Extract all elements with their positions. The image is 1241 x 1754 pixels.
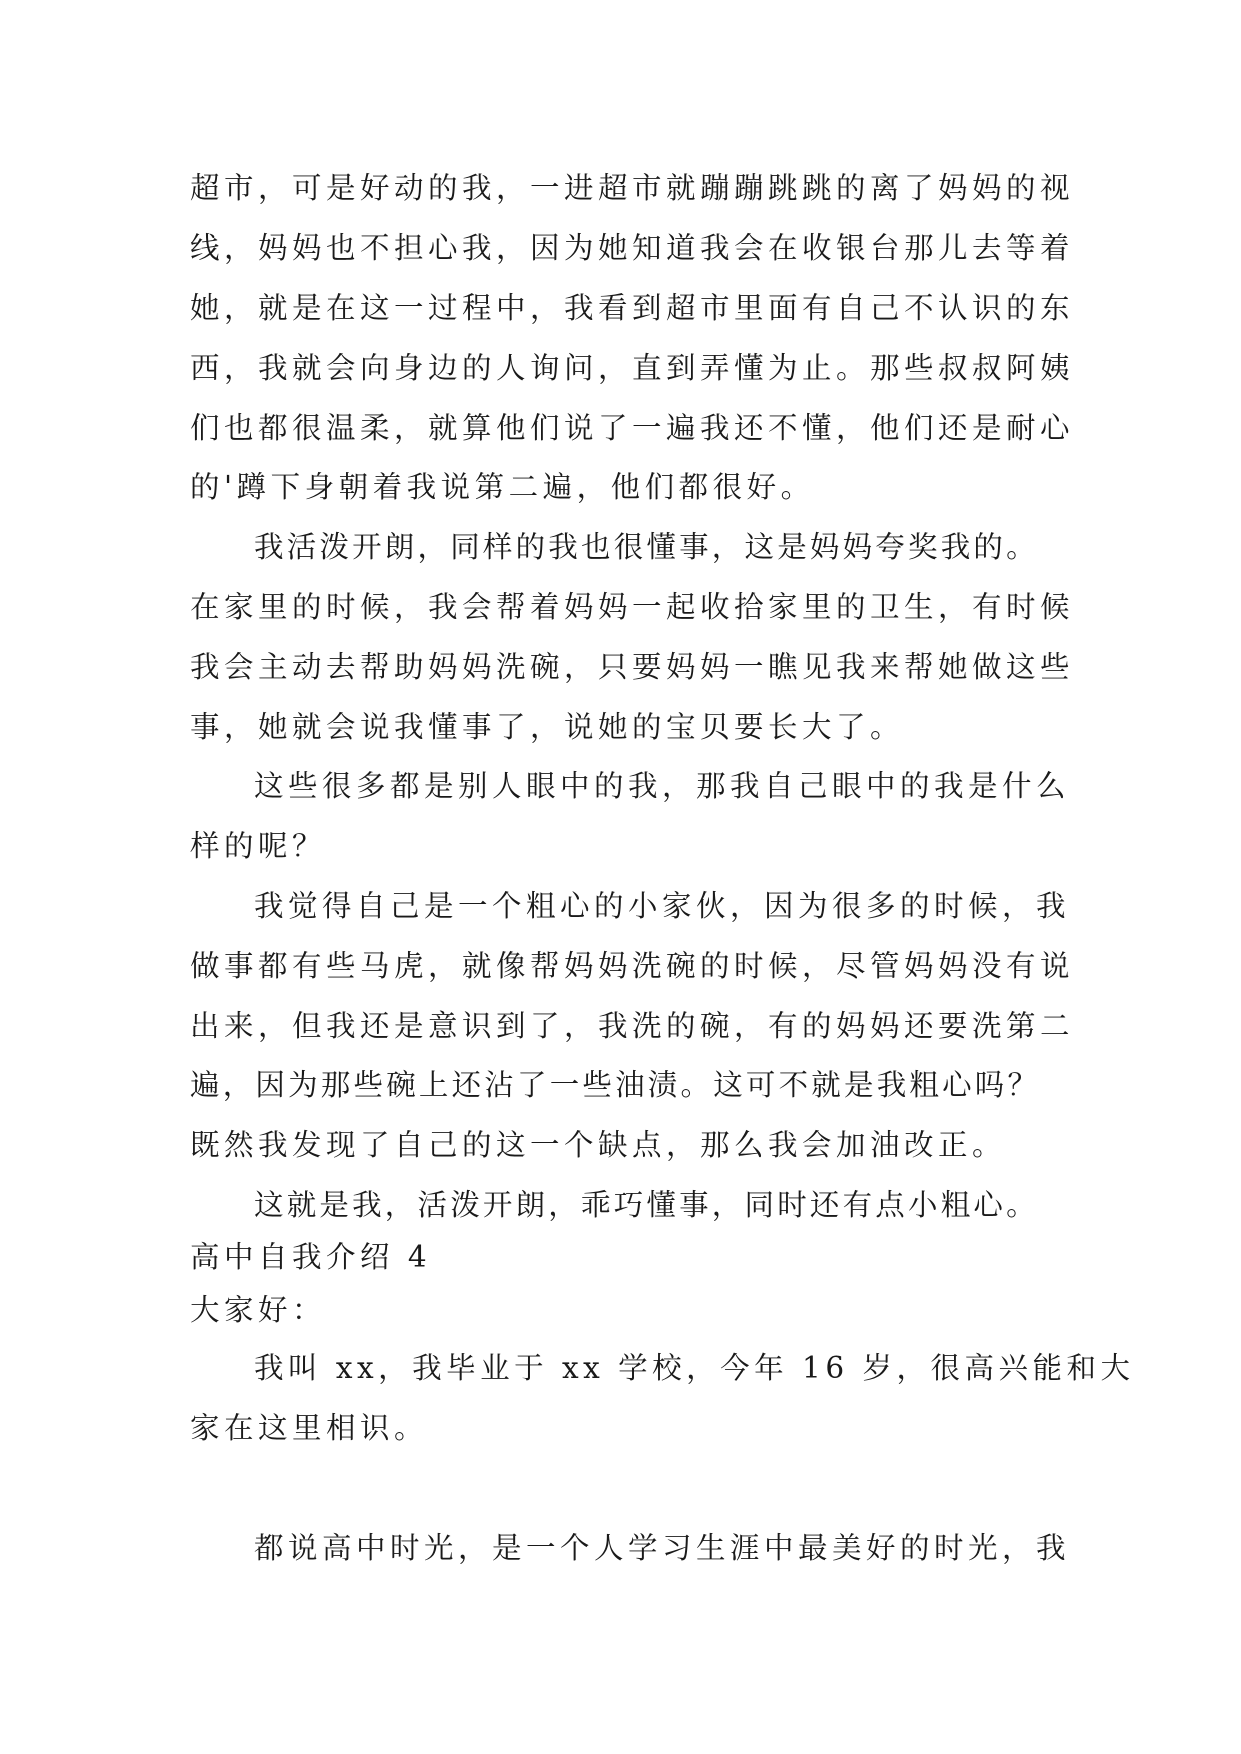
paragraph-line: 我叫 xx，我毕业于 xx 学校，今年 16 岁，很高兴能和大 <box>254 1351 1135 1385</box>
paragraph-line: 我会主动去帮助妈妈洗碗，只要妈妈一瞧见我来帮她做这些 <box>190 650 1075 684</box>
paragraph-line: 我活泼开朗，同样的我也很懂事，这是妈妈夸奖我的。 <box>254 530 1039 564</box>
paragraph-line: 都说高中时光，是一个人学习生涯中最美好的时光，我 <box>254 1531 1071 1565</box>
paragraph-line: 们也都很温柔，就算他们说了一遍我还不懂，他们还是耐心 <box>190 411 1075 445</box>
paragraph-line: 样的呢？ <box>190 829 327 863</box>
paragraph-line: 线，妈妈也不担心我，因为她知道我会在收银台那儿去等着 <box>190 231 1075 265</box>
paragraph-line: 超市，可是好动的我，一进超市就蹦蹦跳跳的离了妈妈的视 <box>190 171 1075 205</box>
paragraph-line: 既然我发现了自己的这一个缺点，那么我会加油改正。 <box>190 1128 1007 1162</box>
paragraph-line: 家在这里相识。 <box>190 1411 429 1445</box>
paragraph-line: 出来，但我还是意识到了，我洗的碗，有的妈妈还要洗第二 <box>190 1009 1075 1043</box>
paragraph-line: 我觉得自己是一个粗心的小家伙，因为很多的时候，我 <box>254 889 1071 923</box>
paragraph-line: 这些很多都是别人眼中的我，那我自己眼中的我是什么 <box>254 769 1071 803</box>
paragraph-line: 做事都有些马虎，就像帮妈妈洗碗的时候，尽管妈妈没有说 <box>190 949 1075 983</box>
paragraph-line: 在家里的时候，我会帮着妈妈一起收拾家里的卫生，有时候 <box>190 590 1075 624</box>
paragraph-line: 的'蹲下身朝着我说第二遍，他们都很好。 <box>190 470 815 504</box>
paragraph-line: 她，就是在这一过程中，我看到超市里面有自己不认识的东 <box>190 291 1075 325</box>
paragraph-line: 遍，因为那些碗上还沾了一些油渍。这可不就是我粗心吗？ <box>190 1068 1041 1102</box>
paragraph-line: 西，我就会向身边的人询问，直到弄懂为止。那些叔叔阿姨 <box>190 351 1075 385</box>
paragraph-line: 事，她就会说我懂事了，说她的宝贝要长大了。 <box>190 710 905 744</box>
paragraph-line: 这就是我，活泼开朗，乖巧懂事，同时还有点小粗心。 <box>254 1188 1039 1222</box>
greeting-line: 大家好： <box>190 1293 327 1327</box>
section-heading: 高中自我介绍 4 <box>190 1240 432 1274</box>
